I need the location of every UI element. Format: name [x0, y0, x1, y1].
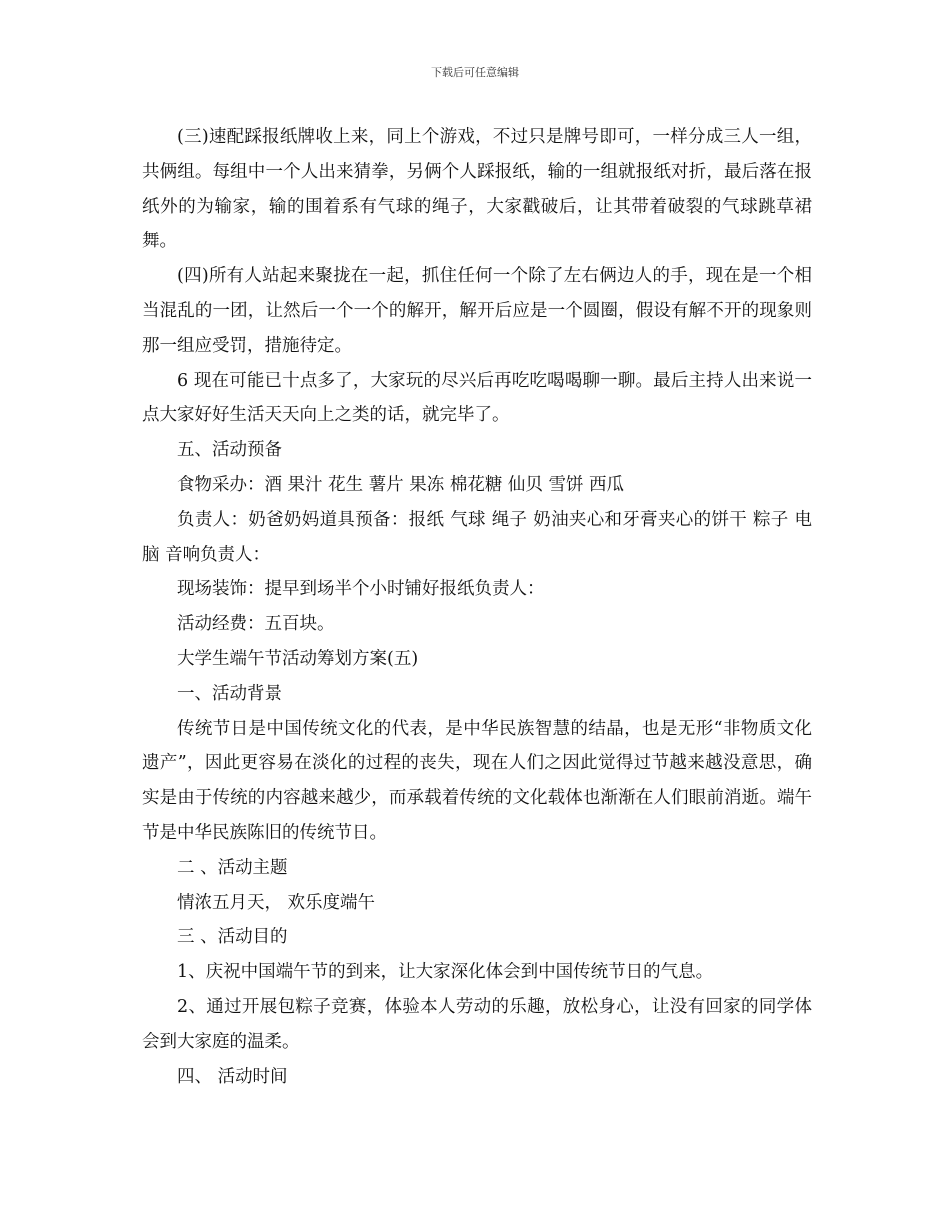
- section-heading: 一、活动背景: [177, 683, 282, 704]
- paragraph: 负责人：奶爸奶妈道具预备：报纸 气球 绳子 奶油夹心和牙膏夹心的饼干 粽子 电脑 音响负责人：: [142, 509, 812, 565]
- paragraph: 情浓五月天， 欢乐度端午: [177, 892, 376, 913]
- document-title: 大学生端午节活动筹划方案(五): [177, 648, 419, 669]
- page-header: 下载后可任意编辑: [431, 66, 519, 79]
- paragraph: 6 现在可能已十点多了，大家玩的尽兴后再吃吃喝喝聊一聊。最后主持人出来说一点大家好好生活天天向上之类的话，就完毕了。: [142, 370, 812, 426]
- section-heading: 四、 活动时间: [177, 1066, 288, 1087]
- document-body: [142, 120, 812, 1094]
- paragraph: 现场装饰：提早到场半个小时铺好报纸负责人：: [177, 579, 545, 600]
- paragraph: 传统节日是中国传统文化的代表，是中华民族智慧的结晶，也是无形“非物质文化遗产”，因此更容易在淡化的过程的丧失，现在人们之因此觉得过节越来越没意思，确实是由于传统的内容越来越少，而承载着传统的文化载体也渐渐在人们眼前消逝。端午节是中华民族陈旧的传统节日。: [142, 718, 812, 843]
- section-heading: 三 、活动目的: [177, 927, 288, 948]
- paragraph: (三)速配踩报纸牌收上来，同上个游戏，不过只是牌号即可，一样分成三人一组，共俩组。每组中一个人出来猜拳，另俩个人踩报纸，输的一组就报纸对折，最后落在报纸外的为输家，输的围着系有气球的绳子，大家戳破后，让其带着破裂的气球跳草裙舞。: [142, 127, 812, 252]
- paragraph: 食物采办：酒 果汁 花生 薯片 果冻 棉花糖 仙贝 雪饼 西瓜: [177, 474, 625, 495]
- paragraph: 活动经费：五百块。: [177, 614, 335, 635]
- section-heading: 五、活动预备: [177, 440, 282, 461]
- paragraph: 2、通过开展包粽子竞赛，体验本人劳动的乐趣，放松身心，让没有回家的同学体会到大家庭的温柔。: [142, 996, 812, 1052]
- paragraph: 1、庆祝中国端午节的到来，让大家深化体会到中国传统节日的气息。: [177, 962, 714, 983]
- paragraph: (四)所有人站起来聚拢在一起，抓住任何一个除了左右俩边人的手，现在是一个相当混乱的一团，让然后一个一个的解开，解开后应是一个圆圈，假设有解不开的现象则那一组应受罚，措施待定。: [142, 266, 812, 356]
- section-heading: 二 、活动主题: [177, 857, 288, 878]
